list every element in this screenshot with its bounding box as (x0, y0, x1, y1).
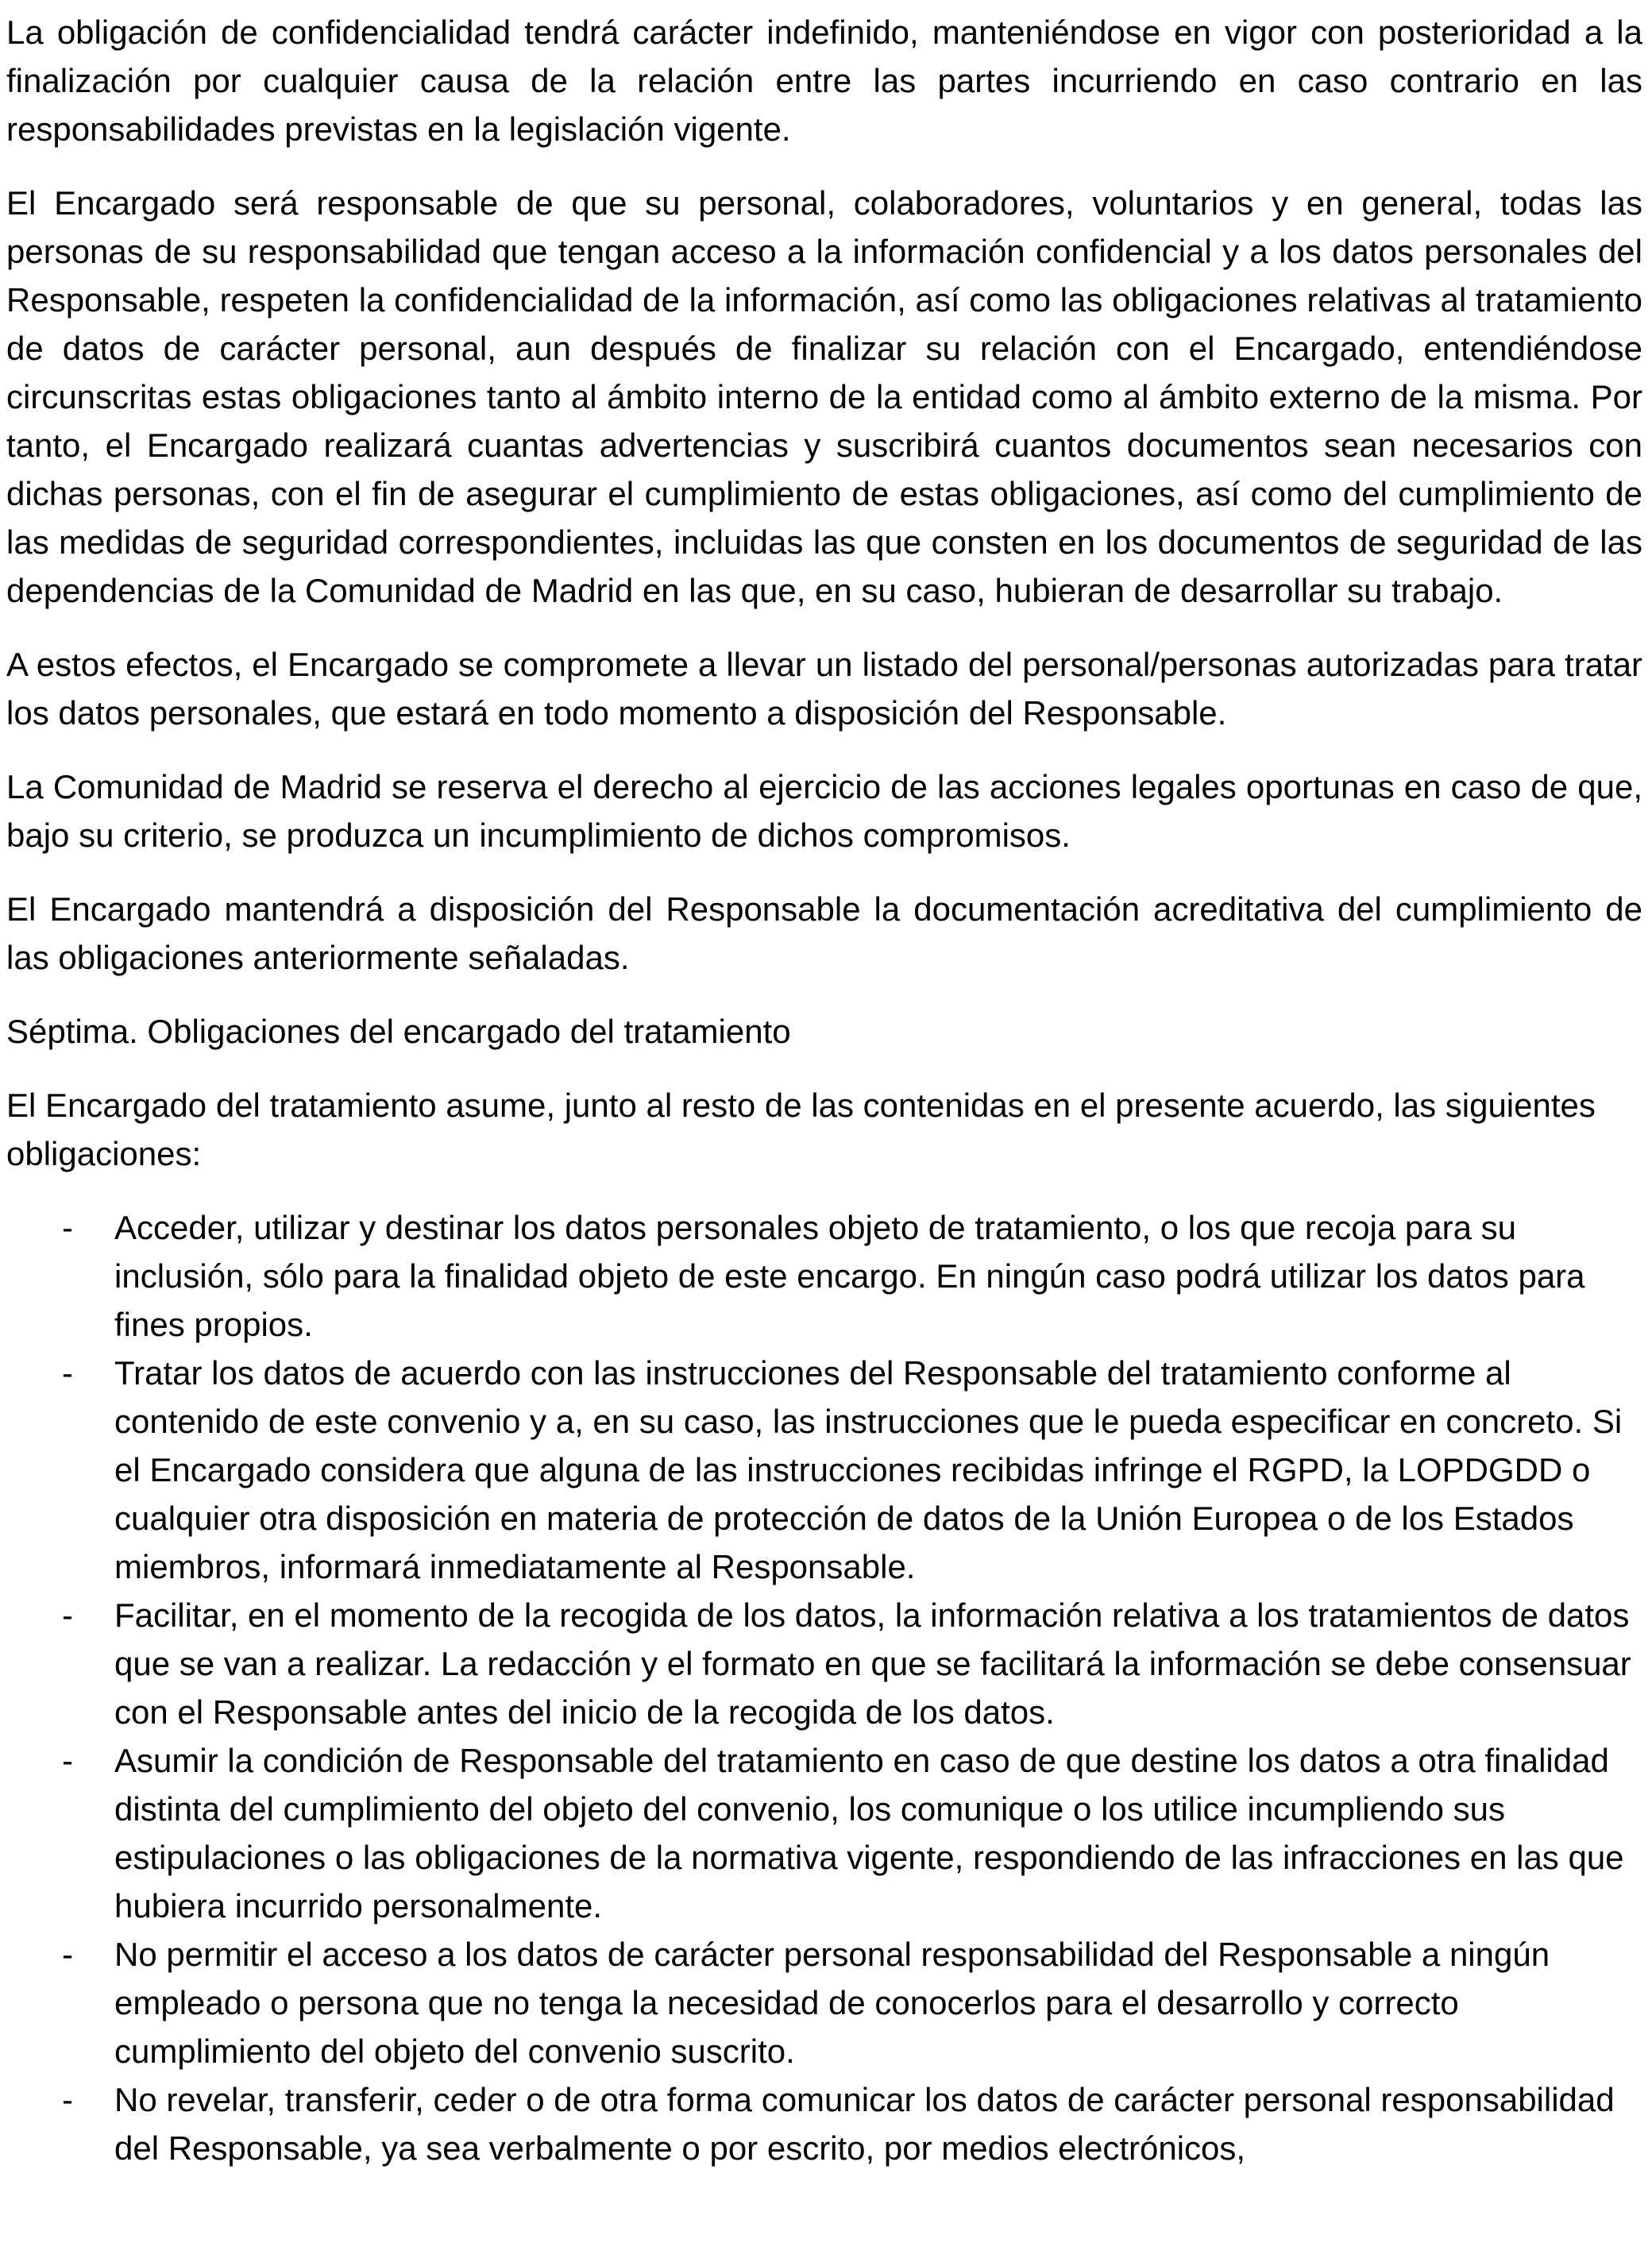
paragraph-list-intro: El Encargado del tratamiento asume, junto al resto de las contenidas en el presente acuerdo, las siguientes obligaciones: (6, 1087, 1596, 1172)
dash-bullet-marker: - (62, 1209, 73, 1246)
paragraph-compliance-documentation: El Encargado mantendrá a disposición del Responsable la documentación acreditativa del cumplimiento de las obligaciones anteriormente señaladas. (6, 890, 1642, 976)
dash-bullet-marker: - (62, 1936, 73, 1973)
paragraph-staff-confidentiality: El Encargado será responsable de que su personal, colaboradores, voluntarios y en general, todas las personas de su responsabilidad que tengan acceso a la información confidencial y a los datos personales del Responsable, respeten la confidencialidad de la información, así como las obligaciones relativas al tratamiento de datos de carácter personal, aun después de finalizar su relación con el Encargado, entendiéndose circunscritas estas obligaciones tanto al ámbito interno de la entidad como al ámbito externo de la misma. Por tanto, el Encargado realizará cuantas advertencias y suscribirá cuantos documentos sean necesarios con dichas personas, con el fin de asegurar el cumplimiento de estas obligaciones, así como del cumplimiento de las medidas de seguridad correspondientes, incluidas las que consten en los documentos de seguridad de las dependencias de la Comunidad de Madrid en las que, en su caso, hubieran de desarrollar su trabajo. (6, 184, 1642, 609)
list-item-text: Facilitar, en el momento de la recogida de los datos, la información relativa a los tratamientos de datos que se van a realizar. La redacción y el formato en que se facilitará la información se debe consensuar con el Responsable antes del inicio de la recogida de los datos. (114, 1596, 1631, 1731)
paragraph-legal-actions: La Comunidad de Madrid se reserva el derecho al ejercicio de las acciones legales oportunas en caso de que, bajo su criterio, se produzca un incumplimiento de dichos compromisos. (6, 768, 1642, 854)
list-item (6, 1203, 1642, 1349)
list-item (6, 1591, 1642, 1736)
list-item-text: Acceder, utilizar y destinar los datos personales objeto de tratamiento, o los que recoja para su inclusión, sólo para la finalidad objeto de este encargo. En ningún caso podrá utilizar los datos para fines propios. (114, 1209, 1585, 1343)
section-heading: Séptima. Obligaciones del encargado del tratamiento (6, 1013, 791, 1050)
list-item (6, 1349, 1642, 1591)
dash-bullet-marker: - (62, 1596, 73, 1634)
list-item-text: Asumir la condición de Responsable del tratamiento en caso de que destine los datos a otra finalidad distinta del cumplimiento del objeto del convenio, los comunique o los utilice incumpliendo sus estipulaciones o las obligaciones de la normativa vigente, respondiendo de las infracciones en las que hubiera incurrido personalmente. (114, 1742, 1624, 1925)
list-item (6, 2075, 1642, 2172)
list-item-text: No permitir el acceso a los datos de carácter personal responsabilidad del Responsable a ningún empleado o persona que no tenga la necesidad de conocerlos para el desarrollo y correcto cumplimiento del objeto del convenio suscrito. (114, 1936, 1550, 2070)
list-item (6, 1930, 1642, 2075)
dash-bullet-marker: - (62, 2081, 73, 2118)
list-item (6, 1736, 1642, 1930)
list-item-text: Tratar los datos de acuerdo con las instrucciones del Responsable del tratamiento conforme al contenido de este convenio y a, en su caso, las instrucciones que le pueda especificar en concreto. Si el Encargado considera que alguna de las instrucciones recibidas infringe el RGPD, la LOPDGDD o cualquier otra disposición en materia de protección de datos de la Unión Europea o de los Estados miembros, informará inmediatamente al Responsable. (114, 1354, 1623, 1585)
dash-bullet-marker: - (62, 1354, 73, 1392)
paragraph-authorized-personnel-list: A estos efectos, el Encargado se compromete a llevar un listado del personal/personas autorizadas para tratar los datos personales, que estará en todo momento a disposición del Responsable. (6, 646, 1642, 732)
dash-bullet-marker: - (62, 1742, 73, 1779)
obligations-list (6, 1203, 1642, 2172)
list-item-text: No revelar, transferir, ceder o de otra forma comunicar los datos de carácter personal responsabilidad del Responsable, ya sea verbalmente o por escrito, por medios electrónicos, (114, 2081, 1615, 2167)
paragraph-confidentiality-duration: La obligación de confidencialidad tendrá carácter indefinido, manteniéndose en vigor con posterioridad a la finalización por cualquier causa de la relación entre las partes incurriendo en caso contrario en las responsabilidades previstas en la legislación vigente. (6, 14, 1642, 148)
